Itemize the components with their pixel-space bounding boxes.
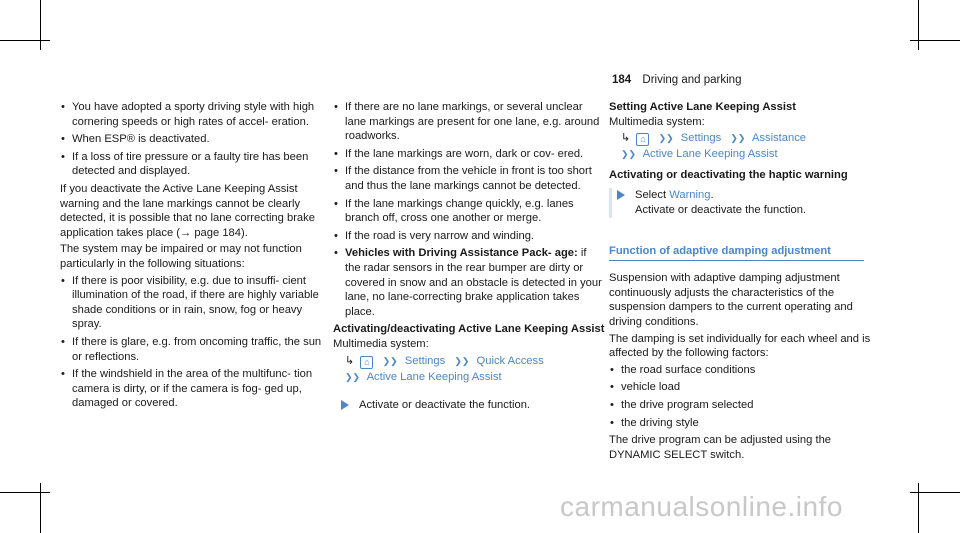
section-title: Function of adaptive damping adjustment	[609, 244, 864, 262]
crop-mark	[40, 483, 41, 533]
column-1	[60, 100, 332, 414]
nav-step: Settings	[680, 132, 722, 145]
nav-step: Active Lane Keeping Assist	[642, 148, 778, 161]
list-item: • vehicle load	[609, 380, 881, 395]
crop-mark	[910, 40, 960, 41]
section-heading: Setting Active Lane Keeping Assist	[609, 101, 796, 113]
bullet-list	[60, 274, 332, 411]
bullet-list	[609, 363, 881, 430]
list-item: • If the windshield in the area of the multifunc- tion camera is dirty, or if the camera is fog- ged up, damaged or covered.	[60, 367, 332, 411]
nav-path	[333, 370, 605, 385]
crop-mark	[910, 492, 960, 493]
paragraph: If you deactivate the Active Lane Keeping Assist warning and the lane markings cannot be clearly detected, it is possible that no lane correcting brake application takes place (→ page 184).	[60, 182, 315, 239]
list-item: • When ESP® is deactivated.	[60, 132, 332, 147]
step-bar	[609, 188, 612, 217]
double-chevron-icon: ❯❯	[382, 355, 398, 366]
action-text: Activate or deactivate the function.	[635, 203, 807, 216]
section-heading: Activating or deactivating the haptic warning	[609, 168, 848, 181]
crop-mark	[0, 40, 50, 41]
page-header	[612, 74, 741, 86]
warning-link: Warning	[669, 189, 711, 202]
crop-mark	[0, 492, 50, 493]
paragraph: The damping is set individually for each wheel and is affected by the following factors:	[609, 332, 871, 360]
crop-mark	[918, 483, 919, 533]
nav-step: Assistance	[751, 132, 807, 145]
nav-step: Quick Access	[476, 354, 544, 367]
column-3	[609, 100, 881, 464]
section-heading: Activating/deactivating Active Lane Keeping Assist	[333, 323, 605, 336]
action-text: Activate or deactivate the function.	[359, 399, 531, 412]
system-label: Multimedia system:	[609, 115, 705, 128]
double-chevron-icon: ❯❯	[658, 133, 674, 144]
nav-step: Settings	[404, 354, 446, 367]
return-arrow-icon: ↳	[345, 354, 355, 367]
list-item: • If there is glare, e.g. from oncoming traffic, the sun or reflections.	[60, 335, 332, 364]
action-step: Select Warning. Activate or deactivate the function.	[609, 188, 881, 217]
bullet-list	[60, 100, 332, 179]
bullet-text: if the radar sensors in the rear bumper are dirty or covered in snow and an obstacle is detected in your lane, no lane-correcting brake application takes place.	[345, 247, 602, 318]
list-item: • If there is poor visibility, e.g. due to insuffi- cient illumination of the road, if there are highly variable shade conditions or in rain, snow, fog or heavy spray.	[60, 274, 332, 332]
crop-mark	[918, 0, 919, 50]
double-chevron-icon: ❯❯	[454, 355, 470, 366]
watermark: carmanualsonline.info	[560, 491, 843, 522]
nav-path	[609, 131, 881, 146]
home-icon: ⌂	[360, 356, 373, 369]
system-label: Multimedia system:	[333, 337, 429, 350]
bullet-list	[333, 100, 605, 319]
list-item: • the driving style	[609, 416, 881, 431]
page-number: 184	[612, 74, 632, 86]
bullet-title: Vehicles with Driving Assistance Pack- age:	[345, 247, 578, 260]
action-pre: Select	[635, 189, 667, 202]
list-item: • If the road is very narrow and winding.	[333, 229, 605, 244]
list-item: • You have adopted a sporty driving style with high cornering speeds or high rates of accel- eration.	[60, 100, 332, 129]
nav-path	[333, 354, 605, 369]
column-2	[333, 100, 605, 413]
list-item: • If there are no lane markings, or several unclear lane markings are present for one lane, e.g. around roadworks.	[333, 100, 605, 144]
home-icon: ⌂	[636, 133, 649, 146]
chapter-title: Driving and parking	[642, 74, 742, 86]
nav-path	[609, 147, 881, 162]
action-step	[333, 398, 605, 413]
list-item	[333, 246, 605, 319]
action-triangle-icon	[341, 400, 349, 410]
double-chevron-icon: ❯❯	[345, 371, 361, 382]
nav-step: Active Lane Keeping Assist	[366, 370, 502, 383]
double-chevron-icon: ❯❯	[730, 133, 746, 144]
list-item: • If the lane markings change quickly, e.g. lanes branch off, cross one another or merge.	[333, 197, 605, 226]
double-chevron-icon: ❯❯	[621, 149, 637, 160]
list-item: • If the distance from the vehicle in front is too short and thus the lane markings cannot be detected.	[333, 164, 605, 193]
paragraph: The system may be impaired or may not function particularly in the following situations:	[60, 243, 302, 270]
list-item: • If the lane markings are worn, dark or cov- ered.	[333, 147, 605, 162]
list-item: • the road surface conditions	[609, 363, 881, 378]
list-item: • the drive program selected	[609, 398, 881, 413]
list-item: • If a loss of tire pressure or a faulty tire has been detected and displayed.	[60, 150, 332, 179]
action-triangle-icon	[617, 190, 625, 200]
return-arrow-icon: ↳	[621, 132, 631, 145]
crop-mark	[40, 0, 41, 50]
paragraph: The drive program can be adjusted using the DYNAMIC SELECT switch.	[609, 434, 832, 461]
paragraph: Suspension with adaptive damping adjustment continuously adjusts the characteristics of the suspension dampers to the current operating and driving conditions.	[609, 272, 853, 328]
